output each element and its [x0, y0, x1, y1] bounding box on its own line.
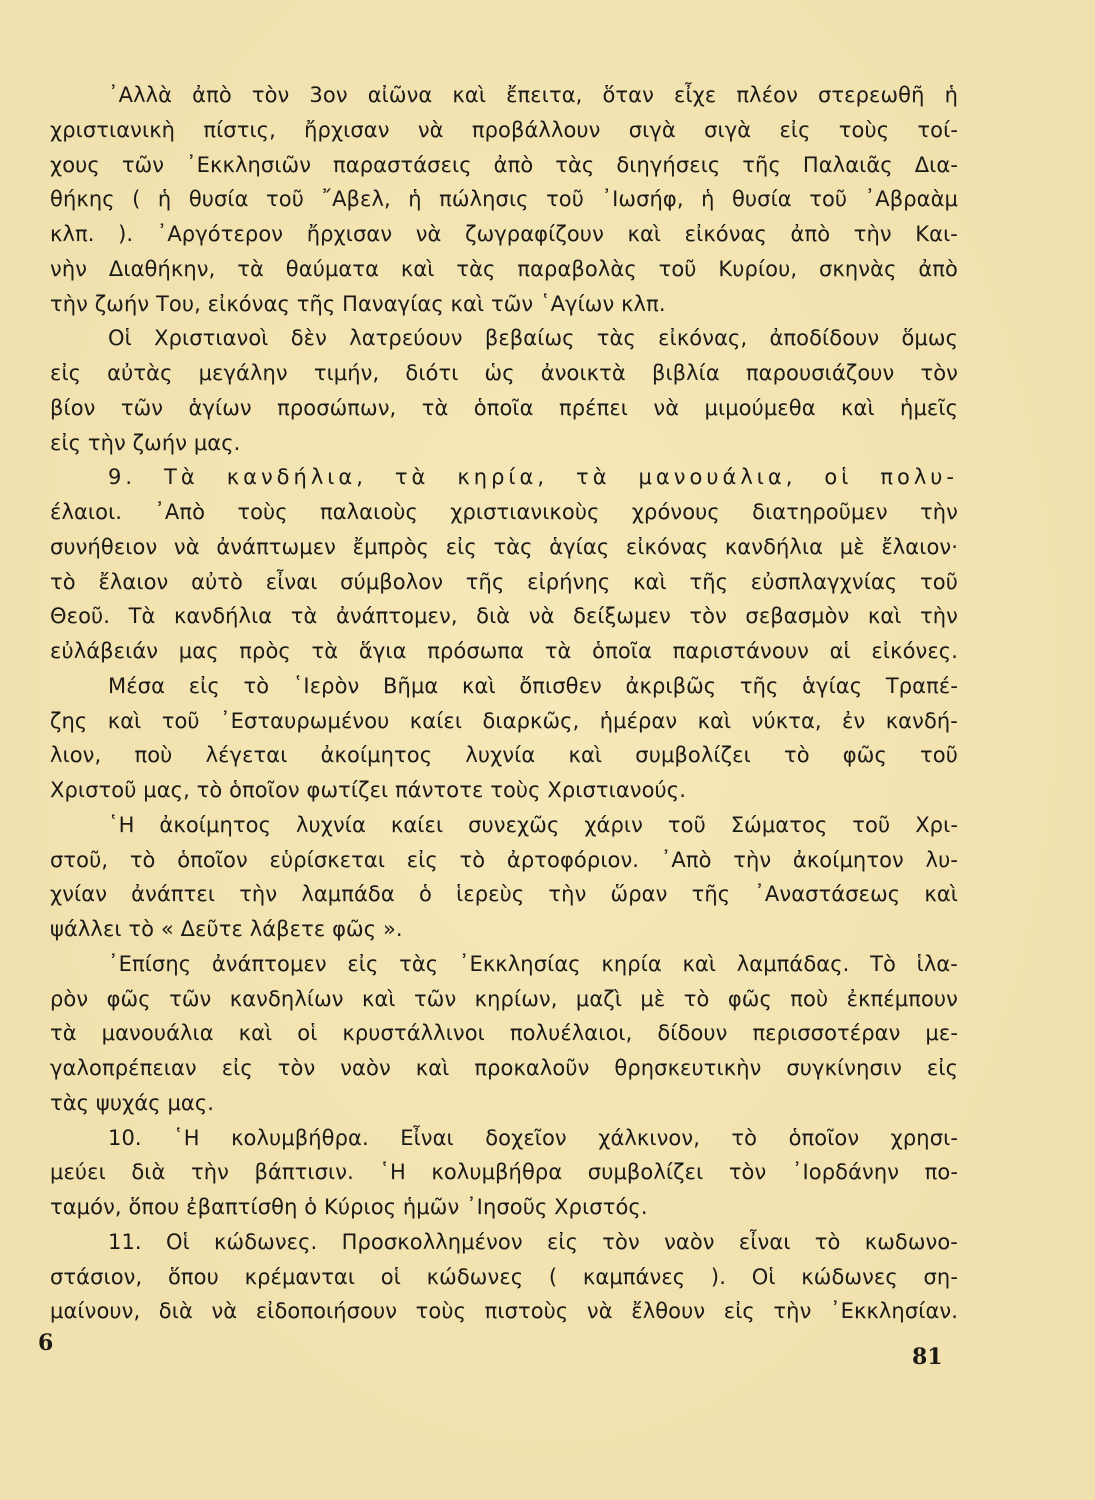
section-heading-11: 11. Οἱ κώδωνες. Προσκολλημένον εἰς τὸν ναὸν εἶναι τὸ κωδωνο-: [108, 1229, 958, 1254]
text-line: ᾿Επίσης ἀνάπτομεν εἰς τὰς ᾿Εκκλησίας κηρία καὶ λαμπάδας. Τὸ ἱλα-: [108, 951, 958, 976]
text-line: ζης καὶ τοῦ ᾿Εσταυρωμένου καίει διαρκῶς, ἡμέραν καὶ νύκτα, ἐν κανδή-: [50, 708, 958, 733]
text-line: κλπ. ). ᾿Αργότερον ἤρχισαν νὰ ζωγραφίζουν καὶ εἰκόνας ἀπὸ τὴν Και-: [50, 222, 958, 246]
section-heading-10: 10. ῾Η κολυμβήθρα. Εἶναι δοχεῖον χάλκινον, τὸ ὁποῖον χρησι-: [108, 1125, 958, 1150]
text-line: μαίνουν, διὰ νὰ εἰδοποιήσουν τοὺς πιστοὺς νὰ ἔλθουν εἰς τὴν ᾿Εκκλησίαν.: [50, 1299, 958, 1324]
text-line: τὰ μανουάλια καὶ οἱ κρυστάλλινοι πολυέλαιοι, δίδουν περισσοτέραν με-: [50, 1021, 958, 1046]
text-line: τὰς ψυχάς μας.: [50, 1090, 215, 1115]
text-line: έλαιοι. ᾿Απὸ τοὺς παλαιοὺς χριστιανικοὺς χρόνους διατηροῦμεν τὴν: [50, 500, 958, 524]
body-text: [50, 78, 958, 1329]
signature-mark: 6: [38, 1330, 54, 1356]
text-line: νὴν Διαθήκην, τὰ θαύματα καὶ τὰς παραβολὰς τοῦ Κυρίου, σκηνὰς ἀπὸ: [50, 256, 958, 281]
text-line: τὸ ἔλαιον αὐτὸ εἶναι σύμβολον τῆς εἰρήνης καὶ τῆς εὐσπλαγχνίας τοῦ: [50, 569, 958, 594]
text-line: χνίαν ἀνάπτει τὴν λαμπάδα ὁ ἱερεὺς τὴν ὥραν τῆς ᾿Αναστάσεως καὶ: [50, 882, 958, 907]
text-line: συνήθειον νὰ ἀνάπτωμεν ἔμπρὸς εἰς τὰς ἁγίας εἰκόνας κανδήλια μὲ ἔλαιον·: [50, 534, 958, 559]
text-line: ψάλλει τὸ « Δεῦτε λάβετε φῶς ».: [50, 917, 403, 941]
text-line: ρὸν φῶς τῶν κανδηλίων καὶ τῶν κηρίων, μαζὶ μὲ τὸ φῶς ποὺ ἐκπέμπουν: [50, 986, 958, 1011]
text-line: χριστιανικὴ πίστις, ἤρχισαν νὰ προβάλλουν σιγὰ σιγὰ εἰς τοὺς τοί-: [50, 117, 958, 142]
text-line: ταμόν, ὅπου ἐβαπτίσθη ὁ Κύριος ἡμῶν ᾿Ιησοῦς Χριστός.: [50, 1195, 648, 1219]
text-line: μεύει διὰ τὴν βάπτισιν. ῾Η κολυμβήθρα συμβολίζει τὸν ᾿Ιορδάνην πο-: [50, 1160, 958, 1185]
text-line: θήκης ( ἡ θυσία τοῦ ῎Αβελ, ἡ πώλησις τοῦ ᾿Ιωσήφ, ἡ θυσία τοῦ ᾿Αβραὰμ: [50, 187, 958, 212]
text-line: στάσιον, ὅπου κρέμανται οἱ κώδωνες ( καμπάνες ). Οἱ κώδωνες ση-: [50, 1264, 958, 1289]
text-line: χους τῶν ᾿Εκκλησιῶν παραστάσεις ἀπὸ τὰς διηγήσεις τῆς Παλαιᾶς Δια-: [50, 152, 958, 177]
text-line: στοῦ, τὸ ὁποῖον εὑρίσκεται εἰς τὸ ἀρτοφόριον. ᾿Απὸ τὴν ἀκοίμητον λυ-: [50, 847, 958, 872]
text-line: λιον, ποὺ λέγεται ἀκοίμητος λυχνία καὶ συμβολίζει τὸ φῶς τοῦ: [50, 743, 958, 768]
text-line: ῾Η ἀκοίμητος λυχνία καίει συνεχῶς χάριν τοῦ Σώματος τοῦ Χρι-: [108, 812, 958, 837]
text-line: εἰς τὴν ζωήν μας.: [50, 430, 241, 455]
text-line: εἰς αὐτὰς μεγάλην τιμήν, διότι ὡς ἀνοικτὰ βιβλία παρουσιάζουν τὸν: [50, 361, 958, 385]
page-number: 81: [912, 1344, 943, 1370]
text-line: τὴν ζωήν Του, εἰκόνας τῆς Παναγίας καὶ τῶν ῾Αγίων κλπ.: [50, 291, 666, 316]
section-heading-9: 9. Τὰ κανδήλια, τὰ κηρία, τὰ μανουάλια, οἱ πολυ-: [108, 465, 958, 490]
text-line: Χριστοῦ μας, τὸ ὁποῖον φωτίζει πάντοτε τοὺς Χριστιανούς.: [50, 778, 687, 802]
text-line: Θεοῦ. Τὰ κανδήλια τὰ ἀνάπτομεν, διὰ νὰ δείξωμεν τὸν σεβασμὸν καὶ τὴν: [50, 604, 958, 629]
text-line: Μέσα εἰς τὸ ῾Ιερὸν Βῆμα καὶ ὄπισθεν ἀκριβῶς τῆς ἁγίας Τραπέ-: [108, 673, 958, 698]
text-line: βίον τῶν ἁγίων προσώπων, τὰ ὁποῖα πρέπει νὰ μιμούμεθα καὶ ἡμεῖς: [50, 395, 958, 420]
text-line: ᾿Αλλὰ ἀπὸ τὸν 3ον αἰῶνα καὶ ἔπειτα, ὅταν εἶχε πλέον στερεωθῆ ἡ: [108, 83, 958, 107]
text-line: εὐλάβειάν μας πρὸς τὰ ἅγια πρόσωπα τὰ ὁποῖα παριστάνουν αἱ εἰκόνες.: [50, 639, 958, 663]
text-line: Οἱ Χριστιανοὶ δὲν λατρεύουν βεβαίως τὰς εἰκόνας, ἀποδίδουν ὅμως: [108, 326, 958, 351]
text-line: γαλοπρέπειαν εἰς τὸν ναὸν καὶ προκαλοῦν θρησκευτικὴν συγκίνησιν εἰς: [50, 1056, 958, 1080]
